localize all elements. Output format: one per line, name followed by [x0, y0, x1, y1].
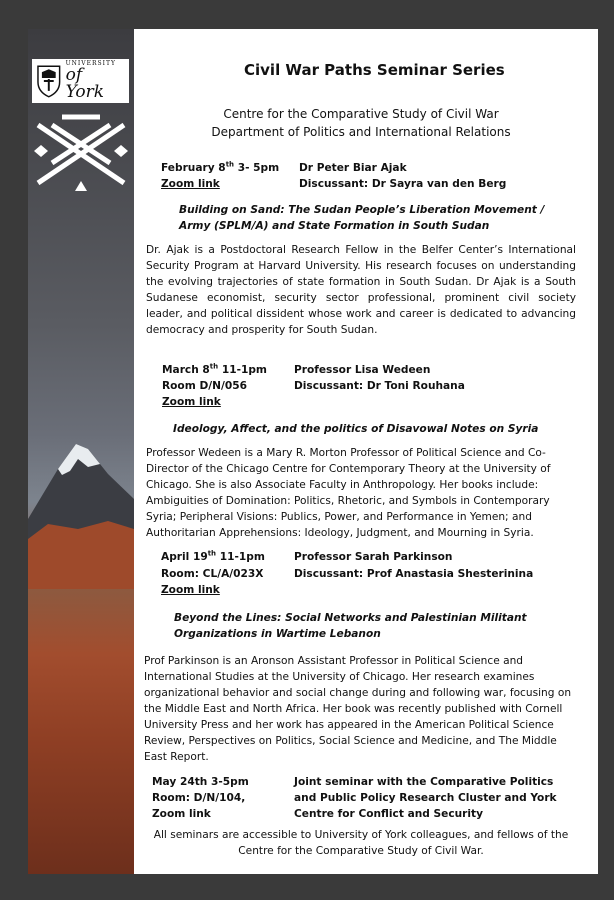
- seminar-2-date: March 8th 11-1pm: [162, 362, 267, 376]
- seminar-4-description: Joint seminar with the Comparative Politics and Public Policy Research Cluster and York Centre for Conflict and Security: [294, 776, 557, 820]
- mountain-photo-strip: [28, 29, 134, 874]
- seminar-poster: [28, 29, 598, 874]
- mountain-icon: [28, 429, 134, 589]
- seminar-3-room: Room: CL/A/023X: [161, 568, 264, 580]
- crest-icon: [36, 64, 62, 98]
- seminar-2-talk-title: Ideology, Affect, and the politics of Disavowal Notes on Syria: [173, 423, 539, 435]
- accessibility-note: All seminars are accessible to University of York colleagues, and fellows of the Centre for the Comparative Study of Civil War.: [153, 829, 569, 857]
- seminar-1-speaker: Dr Peter Biar Ajak: [299, 162, 407, 174]
- seminar-4-date: May 24th 3-5pm: [152, 776, 249, 788]
- seminar-3-speaker: Professor Sarah Parkinson: [294, 551, 453, 563]
- seminar-3-date: April 19th 11-1pm: [161, 549, 265, 563]
- seminar-1-discussant: Discussant: Dr Sayra van den Berg: [299, 178, 507, 190]
- seminar-4-room: Room: D/N/104,: [152, 792, 246, 804]
- seminar-4-zoom-link[interactable]: Zoom link: [152, 808, 211, 820]
- seminar-3-talk-title: Beyond the Lines: Social Networks and Palestinian Militant Organizations in Wartime Lebanon: [174, 612, 527, 640]
- seminar-2-bio: Professor Wedeen is a Mary R. Morton Professor of Political Science and Co-Director of the Chicago Centre for Contemporary Theory at the University of Chicago. She is also Associate Faculty in Anthropology. Her books include: Ambiguities of Domination: Politics, Rhetoric, and Symbols in Contemporary Syria; Peripheral Visions: Publics, Power, and Performance in Yemen; and Authoritarian Apprehensions: Ideology, Judgment, and Mourning in Syria.: [146, 447, 551, 539]
- logo-wordmark: UNIVERSITY of York: [65, 60, 116, 102]
- cross-pattern-icon: [32, 111, 130, 191]
- centre-name: Centre for the Comparative Study of Civil War: [223, 107, 499, 121]
- seminar-3-discussant: Discussant: Prof Anastasia Shesterinina: [294, 568, 534, 580]
- seminar-1-date: February 8th 3- 5pm: [161, 160, 280, 174]
- seminar-2-discussant: Discussant: Dr Toni Rouhana: [294, 380, 465, 392]
- university-logo: [32, 59, 129, 103]
- page-title: Civil War Paths Seminar Series: [244, 61, 505, 79]
- seminar-2-speaker: Professor Lisa Wedeen: [294, 364, 431, 376]
- seminar-1-talk-title: Building on Sand: The Sudan People’s Liberation Movement / Army (SPLM/A) and State Formation in South Sudan: [179, 204, 545, 232]
- seminar-1-zoom-link[interactable]: Zoom link: [161, 178, 220, 190]
- seminar-2-zoom-link[interactable]: Zoom link: [162, 396, 221, 408]
- seminar-2-room: Room D/N/056: [162, 380, 247, 392]
- department-name: Department of Politics and International Relations: [211, 125, 511, 139]
- seminar-1-bio: Dr. Ajak is a Postdoctoral Research Fellow in the Belfer Center’s International Security Program at Harvard University. His research focuses on understanding the evolving trajectories of state formation in South Sudan. Dr Ajak is a South Sudanese economist, security sector professional, prominent civil society leader, and political dissident whose work and career is dedicated to advancing democracy and prosperity for South Sudan.: [146, 244, 576, 336]
- seminar-3-zoom-link[interactable]: Zoom link: [161, 584, 220, 596]
- seminar-3-bio: Prof Parkinson is an Aronson Assistant Professor in Political Science and International Studies at the University of Chicago. Her research examines organizational behavior and social change during and following war, focusing on the Middle East and North Africa. Her book was recently published with Cornell University Press and her work has appeared in the American Political Science Review, Perspectives on Politics, Social Science and Medicine, and The Middle East Report.: [144, 655, 572, 763]
